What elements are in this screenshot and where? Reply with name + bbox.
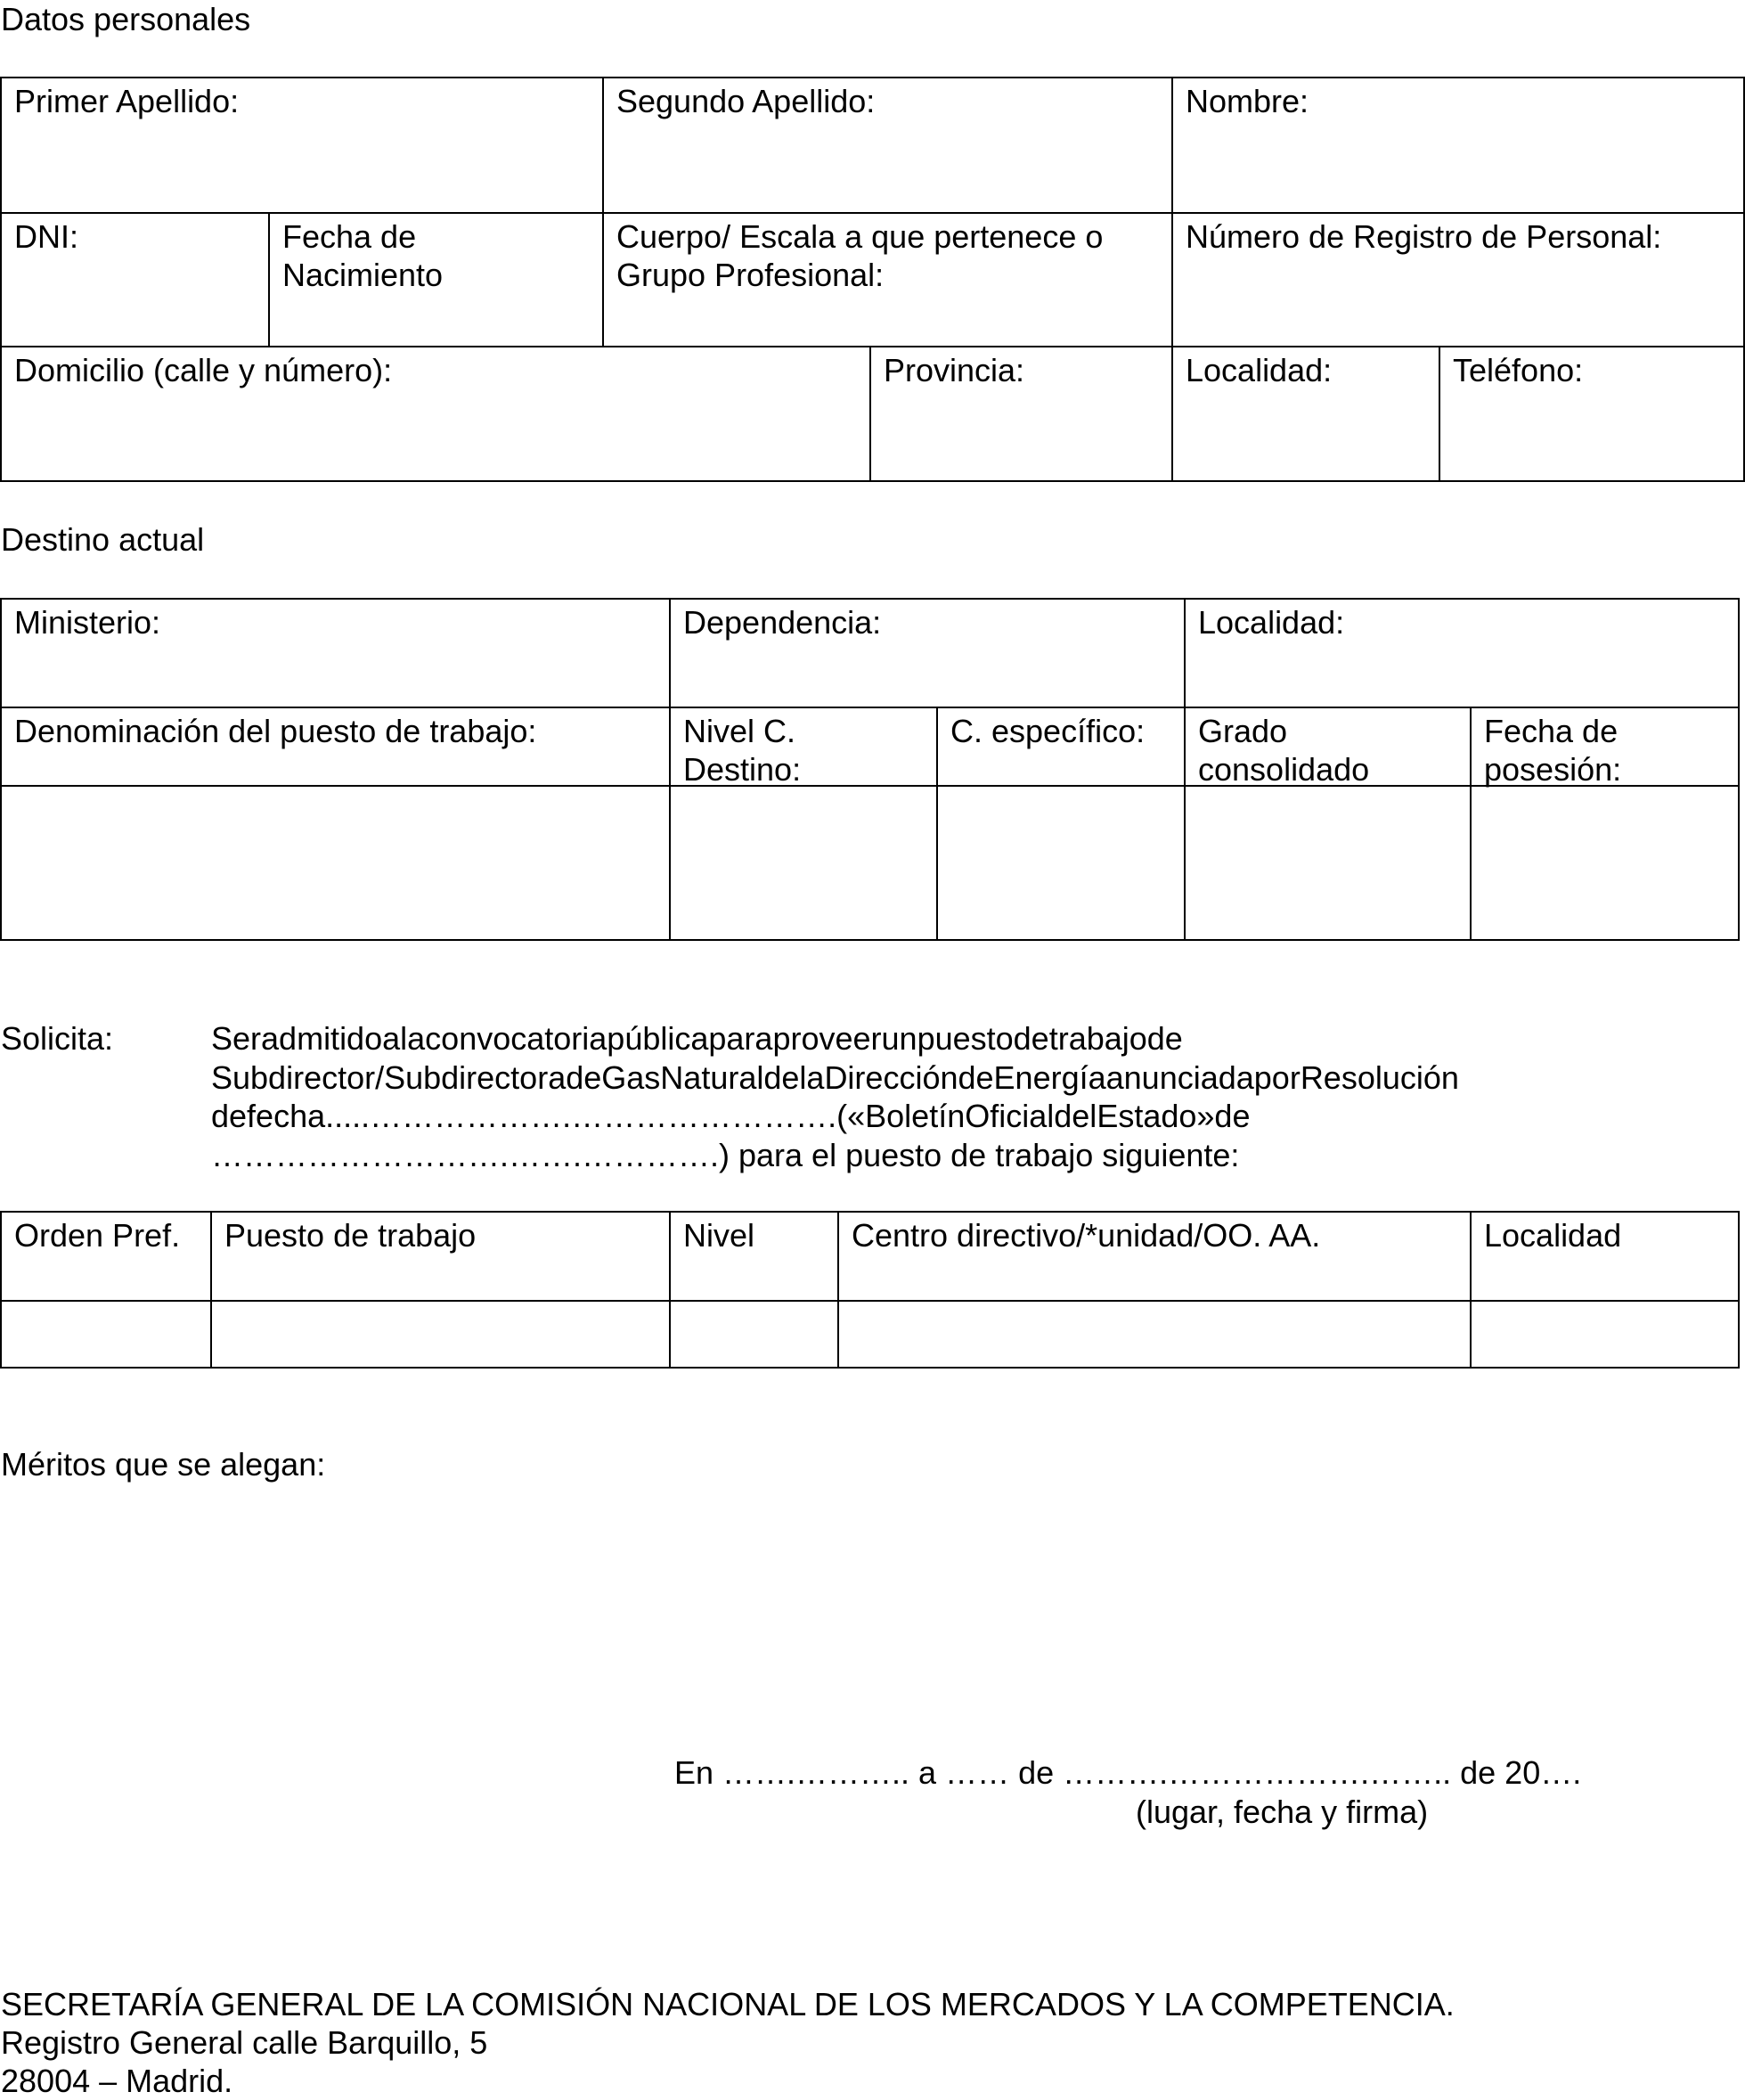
orden-pref-label: Orden Pref. bbox=[14, 1217, 181, 1254]
localidad-label: Localidad: bbox=[1186, 352, 1333, 388]
section-title-meritos: Méritos que se alegan: bbox=[1, 1446, 326, 1483]
section-title-destino: Destino actual bbox=[1, 521, 205, 558]
nivel-header bbox=[669, 1211, 839, 1302]
nivel-cd-header bbox=[669, 707, 938, 787]
centro-directivo-label: Centro directivo/*unidad/OO. AA. bbox=[852, 1217, 1321, 1254]
primer-apellido-label: Primer Apellido: bbox=[14, 83, 240, 119]
primer-apellido-field[interactable] bbox=[0, 77, 604, 214]
nombre-field[interactable] bbox=[1171, 77, 1745, 214]
destino-localidad-field[interactable] bbox=[1184, 598, 1740, 708]
c-especifico-header bbox=[936, 707, 1186, 787]
signature-line: En …….……….. a …… de ……….……………….…….. de 20…. bbox=[674, 1754, 1582, 1791]
fecha-nacimiento-label: Fecha de Nacimiento bbox=[282, 218, 444, 293]
nombre-label: Nombre: bbox=[1186, 83, 1309, 119]
footer-line-3: 28004 – Madrid. bbox=[1, 2063, 233, 2099]
centro-directivo-input[interactable] bbox=[837, 1300, 1472, 1369]
orden-pref-input[interactable] bbox=[0, 1300, 212, 1369]
telefono-label: Teléfono: bbox=[1453, 352, 1584, 388]
solicita-line-1: Seradmitidoalaconvocatoriapúblicaparaproveerunpuestodetrabajode bbox=[211, 1020, 1183, 1057]
dni-field[interactable] bbox=[0, 212, 270, 347]
solicita-text bbox=[211, 1019, 1659, 1174]
nivel-cd-input[interactable] bbox=[669, 785, 938, 941]
dependencia-label: Dependencia: bbox=[683, 604, 882, 641]
centro-directivo-header bbox=[837, 1211, 1472, 1302]
nivel-input[interactable] bbox=[669, 1300, 839, 1369]
c-especifico-label: C. específico: bbox=[950, 713, 1146, 749]
puesto-trabajo-input[interactable] bbox=[210, 1300, 671, 1369]
solicita-line-4: ……………………….…….………….) para el puesto de trabajo siguiente: bbox=[211, 1136, 1240, 1173]
cuerpo-escala-field[interactable] bbox=[602, 212, 1173, 347]
nrp-label: Número de Registro de Personal: bbox=[1186, 218, 1662, 255]
puesto-localidad-header bbox=[1470, 1211, 1740, 1302]
telefono-field[interactable] bbox=[1439, 346, 1745, 482]
destino-localidad-label: Localidad: bbox=[1198, 604, 1345, 641]
solicita-line-3: defecha.....……………….…………………….(«BoletínOficialdelEstado»de bbox=[211, 1098, 1251, 1134]
dni-label: DNI: bbox=[14, 218, 78, 255]
fecha-posesion-label: Fecha de posesión: bbox=[1484, 713, 1622, 788]
fecha-nacimiento-field[interactable] bbox=[268, 212, 604, 347]
meritos-area[interactable] bbox=[0, 1488, 1745, 1737]
section-title-personal: Datos personales bbox=[1, 1, 251, 37]
nrp-field[interactable] bbox=[1171, 212, 1745, 347]
provincia-label: Provincia: bbox=[884, 352, 1025, 388]
puesto-trabajo-label: Puesto de trabajo bbox=[224, 1217, 477, 1254]
segundo-apellido-field[interactable] bbox=[602, 77, 1173, 214]
localidad-field[interactable] bbox=[1171, 346, 1440, 482]
ministerio-label: Ministerio: bbox=[14, 604, 161, 641]
solicita-label: Solicita: bbox=[1, 1020, 114, 1057]
orden-pref-header bbox=[0, 1211, 212, 1302]
nivel-cd-label: Nivel C. Destino: bbox=[683, 713, 802, 788]
grado-header bbox=[1184, 707, 1472, 787]
denominacion-label: Denominación del puesto de trabajo: bbox=[14, 713, 537, 749]
grado-input[interactable] bbox=[1184, 785, 1472, 941]
footer-line-2: Registro General calle Barquillo, 5 bbox=[1, 2024, 488, 2061]
ministerio-field[interactable] bbox=[0, 598, 671, 708]
domicilio-field[interactable] bbox=[0, 346, 871, 482]
footer-line-1: SECRETARÍA GENERAL DE LA COMISIÓN NACIONAL DE LOS MERCADOS Y LA COMPETENCIA. bbox=[1, 1986, 1455, 2022]
puesto-localidad-label: Localidad bbox=[1484, 1217, 1622, 1254]
fecha-posesion-input[interactable] bbox=[1470, 785, 1740, 941]
c-especifico-input[interactable] bbox=[936, 785, 1186, 941]
provincia-field[interactable] bbox=[869, 346, 1173, 482]
signature-caption: (lugar, fecha y firma) bbox=[1136, 1794, 1429, 1830]
dependencia-field[interactable] bbox=[669, 598, 1186, 708]
grado-label: Grado consolidado bbox=[1198, 713, 1370, 788]
nivel-label: Nivel bbox=[683, 1217, 755, 1254]
denominacion-header bbox=[0, 707, 671, 787]
cuerpo-escala-label: Cuerpo/ Escala a que pertenece o Grupo Profesional: bbox=[616, 218, 1104, 293]
fecha-posesion-header bbox=[1470, 707, 1740, 787]
segundo-apellido-label: Segundo Apellido: bbox=[616, 83, 876, 119]
domicilio-label: Domicilio (calle y número): bbox=[14, 352, 393, 388]
solicita-line-2: Subdirector/SubdirectoradeGasNaturaldelaDireccióndeEnergíaanunciadaporResolución bbox=[211, 1058, 1459, 1096]
puesto-localidad-input[interactable] bbox=[1470, 1300, 1740, 1369]
puesto-trabajo-header bbox=[210, 1211, 671, 1302]
denominacion-input[interactable] bbox=[0, 785, 671, 941]
